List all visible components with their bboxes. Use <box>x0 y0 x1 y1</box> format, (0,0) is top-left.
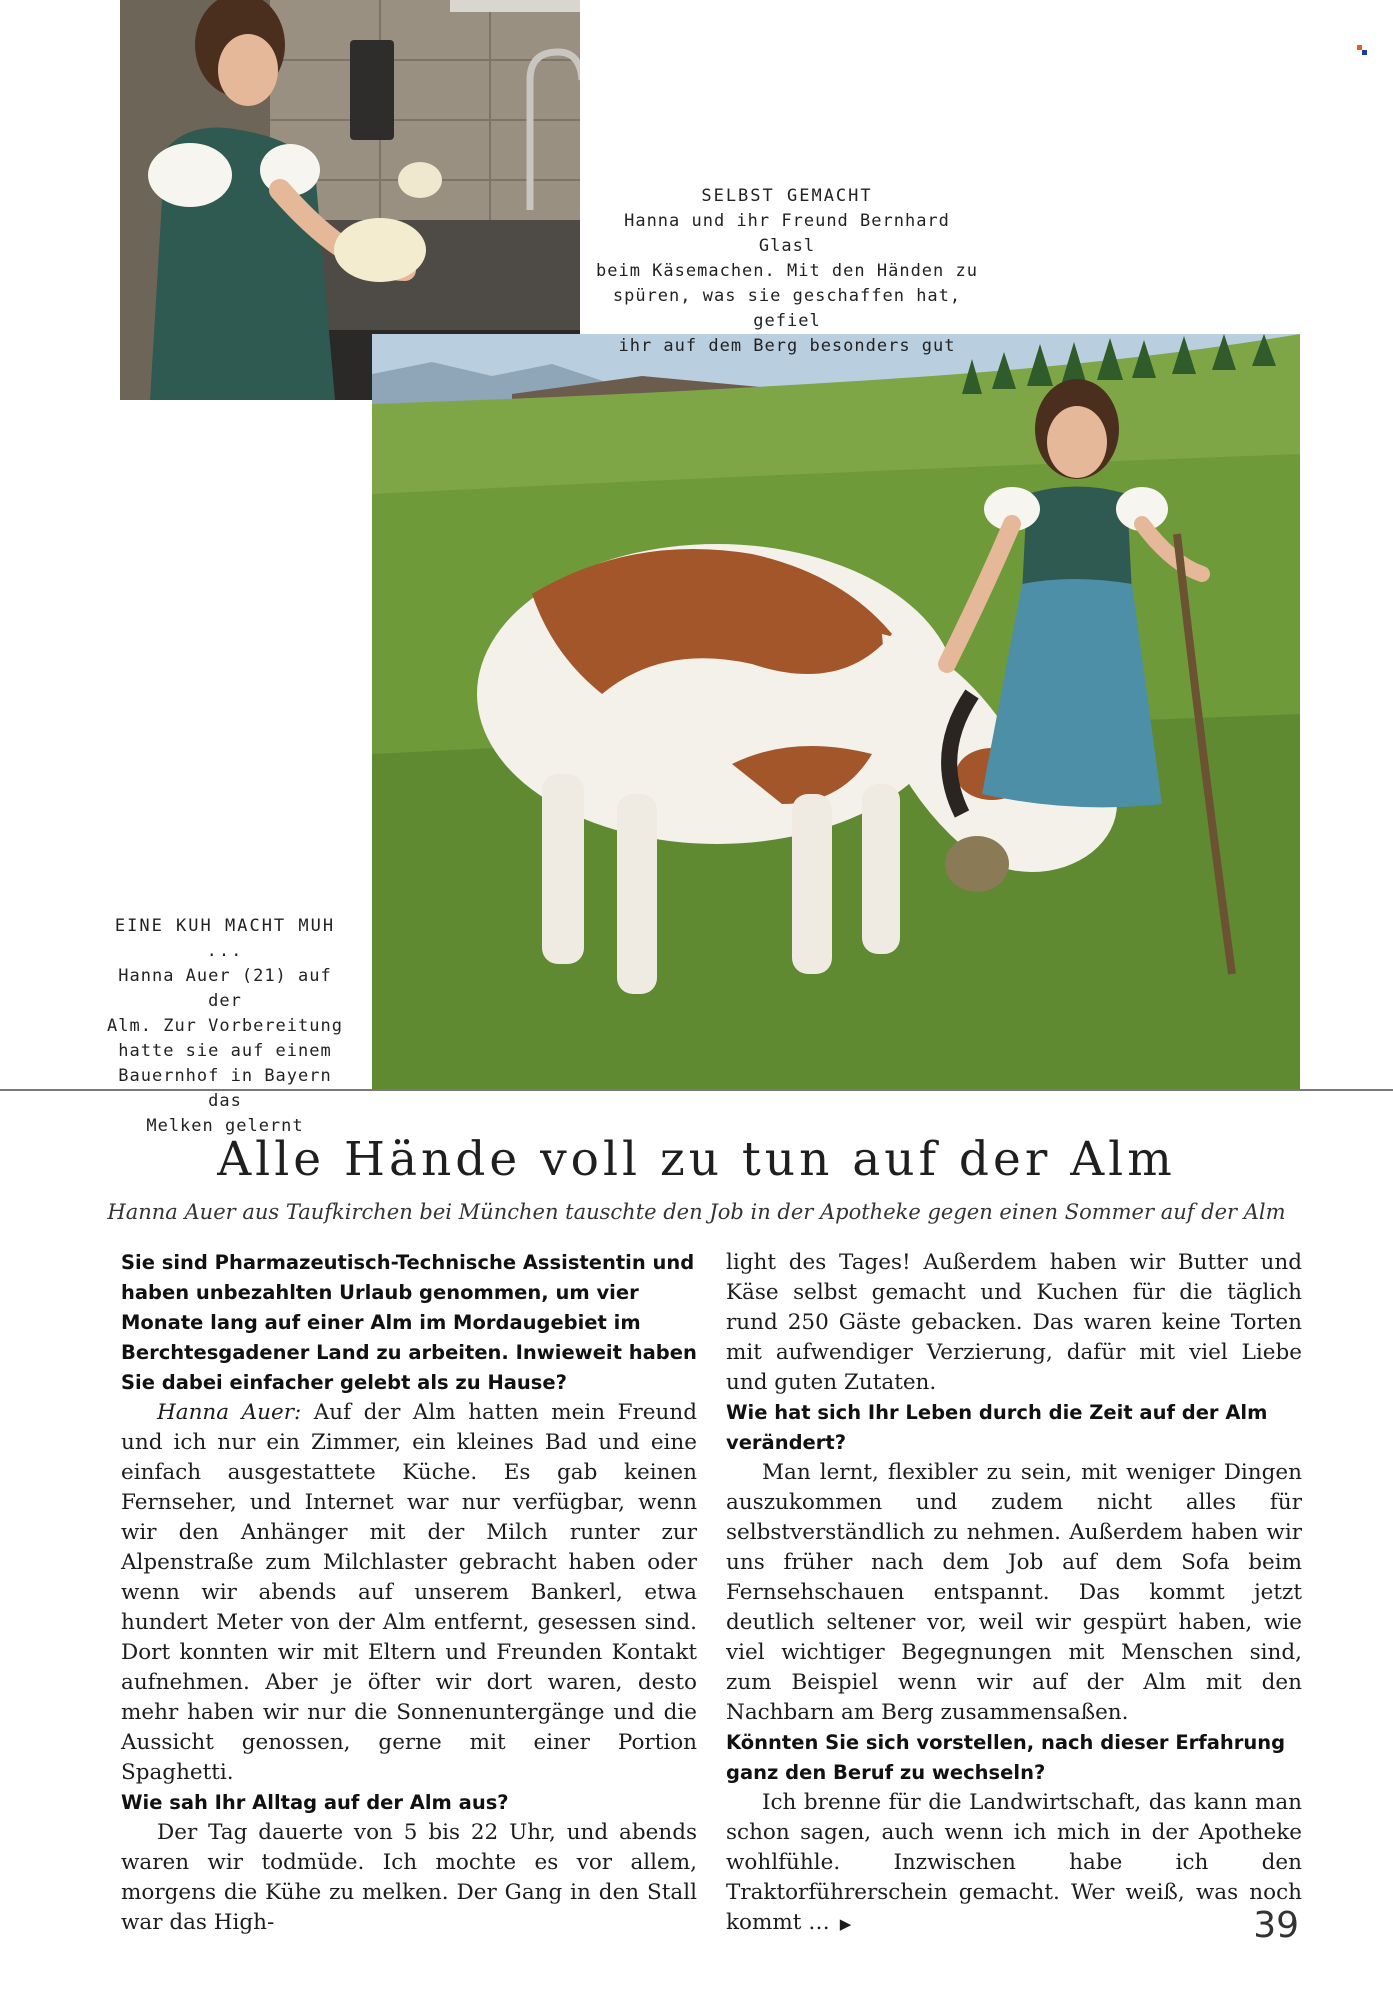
caption-cheese-making <box>592 184 982 359</box>
interview-answer: Man lernt, flexibler zu sein, mit weniger Dingen auszukommen und zudem nicht alles für selbstverständlich zu nehmen. Außerdem haben wir uns früher nach dem Job auf dem Sofa beim Fernsehschauen entspannt. Das kommt jetzt deutlich seltener vor, weil wir gespürt haben, wie viel wichtiger Begegnungen mit Menschen sind, zum Beispiel wenn wir auf der Alm mit den Nachbarn am Berg zusammensaßen. <box>726 1460 1302 1725</box>
interview-answer <box>726 1788 1302 1939</box>
answer-text: Ich brenne für die Landwirtschaft, das kann man schon sagen, auch wenn ich mich in der Apotheke wohlfühle. Inzwischen habe ich den Traktorführerschein gemacht. Wer weiß, was noch kommt … <box>726 1790 1302 1935</box>
interview-answer <box>121 1398 697 1788</box>
speaker-name: Hanna Auer: <box>157 1400 302 1425</box>
caption-line: spüren, was sie geschaffen hat, gefiel <box>612 286 962 331</box>
article-headline: Alle Hände voll zu tun auf der Alm <box>217 1132 1176 1187</box>
interview-question: Wie hat sich Ihr Leben durch die Zeit auf der Alm verändert? <box>726 1401 1268 1454</box>
interview-answer: Der Tag dauerte von 5 bis 22 Uhr, und abends waren wir todmüde. Ich mochte es vor allem, morgens die Kühe zu melken. Der Gang in den Stall war das High- <box>121 1820 697 1935</box>
triangle-right-icon: ▶ <box>839 1915 852 1933</box>
caption-line: Hanna Auer (21) auf der <box>118 966 332 1011</box>
caption-heading: SELBST GEMACHT <box>701 186 873 206</box>
caption-line: Bauernhof in Bayern das <box>118 1066 332 1111</box>
interview-question: Könnten Sie sich vorstellen, nach dieser Erfahrung ganz den Beruf zu wechseln? <box>726 1731 1286 1784</box>
interview-answer: light des Tages! Außerdem haben wir Butter und Käse selbst gemacht und Kuchen für die täglich rund 250 Gäste gebacken. Das waren keine Torten mit aufwendiger Verzierung, dafür mit viel Liebe und guten Zutaten. <box>726 1250 1302 1395</box>
interview-question: Sie sind Pharmazeutisch-Technische Assistentin und haben unbezahlten Urlaub genommen, um vier Monate lang auf einer Alm im Mordaugebiet im Berchtesgadener Land zu arbeiten. Inwieweit haben Sie dabei einfacher gelebt als zu Hause? <box>121 1251 697 1394</box>
caption-line: ihr auf dem Berg besonders gut <box>618 336 956 356</box>
answer-text: Auf der Alm hatten mein Freund und ich nur ein Zimmer, ein kleines Bad und eine einfach ausgestattete Küche. Es gab keinen Fernseher, und Internet war nur verfügbar, wenn wir den Anhänger mit der Milch runter zur Alpenstraße zum Milchlaster gebracht haben oder wenn wir abends auf unserem Bankerl, etwa hundert Meter von der Alm entfernt, gesessen sind. Dort konnten wir mit Eltern und Freunden Kontakt aufnehmen. Aber je öfter wir dort waren, desto mehr haben wir nur die Sonnenuntergänge und die Aussicht genossen, gerne mit einer Portion Spaghetti. <box>121 1400 697 1785</box>
caption-cow <box>100 914 350 1139</box>
caption-line: hatte sie auf einem <box>118 1041 332 1061</box>
corner-marker-icon <box>1357 40 1367 50</box>
caption-heading: EINE KUH MACHT MUH ... <box>114 916 336 961</box>
page-number: 39 <box>1253 1905 1299 1946</box>
article-column-left <box>121 1248 697 1938</box>
caption-line: Hanna und ihr Freund Bernhard Glasl <box>624 211 950 256</box>
photo-cow-and-hanna <box>372 334 1300 1089</box>
caption-line: beim Käsemachen. Mit den Händen zu <box>596 261 978 281</box>
interview-question: Wie sah Ihr Alltag auf der Alm aus? <box>121 1791 509 1814</box>
article-column-right <box>726 1248 1302 1939</box>
caption-line: Alm. Zur Vorbereitung <box>107 1016 343 1036</box>
divider-rule <box>0 1089 1393 1091</box>
caption-line: Melken gelernt <box>146 1116 304 1136</box>
article-subheadline: Hanna Auer aus Taufkirchen bei München tauschte den Job in der Apotheke gegen einen Sommer auf der Alm <box>107 1200 1286 1224</box>
